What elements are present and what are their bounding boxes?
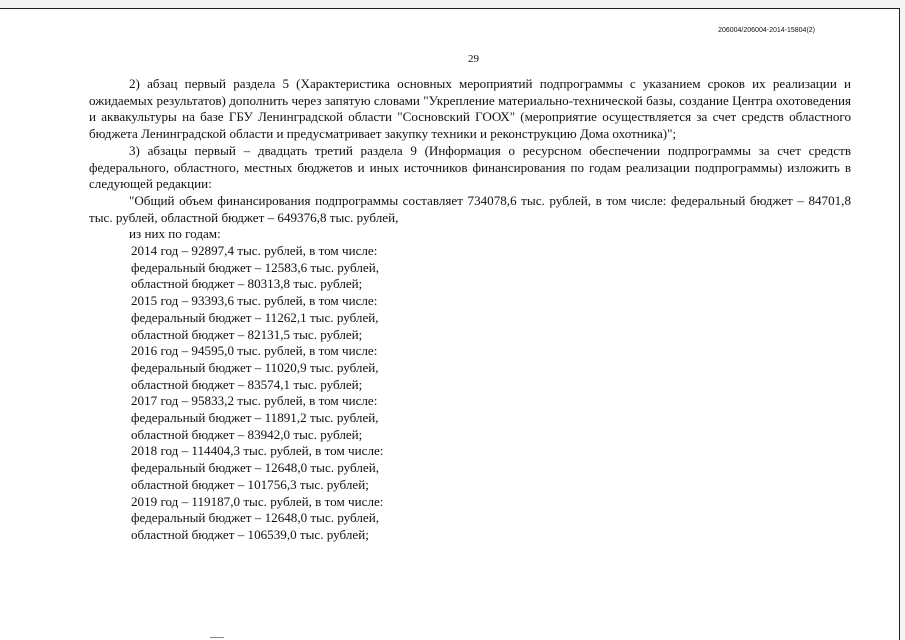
page-number: 29: [468, 53, 479, 65]
paragraph-item-3: 3) абзацы первый – двадцать третий раздела 9 (Информация о ресурсном обеспечении подпрограммы за счет средств федерального, областного, местных бюджетов и иных источников финансирования по годам реализации подпрограммы) изложить в следующей редакции:: [89, 142, 851, 192]
scan-mark: [210, 637, 224, 638]
regional-budget-line: областной бюджет – 101756,3 тыс. рублей;: [131, 476, 369, 492]
regional-budget-line: областной бюджет – 83574,1 тыс. рублей;: [131, 376, 363, 392]
document-code: 206004/206004-2014-15804(2): [718, 27, 815, 34]
document-page: [0, 8, 900, 640]
regional-budget-line: областной бюджет – 80313,8 тыс. рублей;: [131, 276, 363, 292]
federal-budget-line: федеральный бюджет – 12648,0 тыс. рублей,: [131, 510, 380, 526]
document-body: [89, 76, 851, 544]
year-funding-list: [89, 243, 851, 544]
paragraph-by-years: из них по годам:: [129, 226, 221, 242]
year-line-2018: 2018 год – 114404,3 тыс. рублей, в том числе:: [131, 443, 384, 459]
paragraph-total-funding: "Общий объем финансирования подпрограммы составляет 734078,6 тыс. рублей, в том числе: федеральный бюджет – 84701,8 тыс. рублей, областной бюджет – 649376,8 тыс. рублей,: [89, 192, 851, 225]
year-line-2016: 2016 год – 94595,0 тыс. рублей, в том числе:: [131, 343, 378, 359]
year-line-2014: 2014 год – 92897,4 тыс. рублей, в том числе:: [131, 243, 378, 259]
federal-budget-line: федеральный бюджет – 12583,6 тыс. рублей,: [131, 259, 380, 275]
year-line-2019: 2019 год – 119187,0 тыс. рублей, в том числе:: [131, 493, 384, 509]
regional-budget-line: областной бюджет – 82131,5 тыс. рублей;: [131, 326, 363, 342]
regional-budget-line: областной бюджет – 106539,0 тыс. рублей;: [131, 526, 369, 542]
federal-budget-line: федеральный бюджет – 11891,2 тыс. рублей,: [131, 410, 379, 426]
federal-budget-line: федеральный бюджет – 11020,9 тыс. рублей,: [131, 359, 379, 375]
paragraph-item-2: 2) абзац первый раздела 5 (Характеристика основных мероприятий подпрограммы с указанием сроков их реализации и ожидаемых результатов) дополнить через запятую словами "Укрепление материально-технической базы, создание Центра охотоведения и аквакультуры на базе ГБУ Ленинградской области "Сосновский ГООХ" (мероприятие осуществляется за счет средств областного бюджета Ленинградской области и предусматривает закупку техники и реконструкцию Дома охотника)";: [89, 76, 851, 142]
regional-budget-line: областной бюджет – 83942,0 тыс. рублей;: [131, 426, 363, 442]
year-line-2017: 2017 год – 95833,2 тыс. рублей, в том числе:: [131, 393, 378, 409]
federal-budget-line: федеральный бюджет – 11262,1 тыс. рублей,: [131, 309, 379, 325]
year-line-2015: 2015 год – 93393,6 тыс. рублей, в том числе:: [131, 293, 378, 309]
federal-budget-line: федеральный бюджет – 12648,0 тыс. рублей,: [131, 460, 380, 476]
